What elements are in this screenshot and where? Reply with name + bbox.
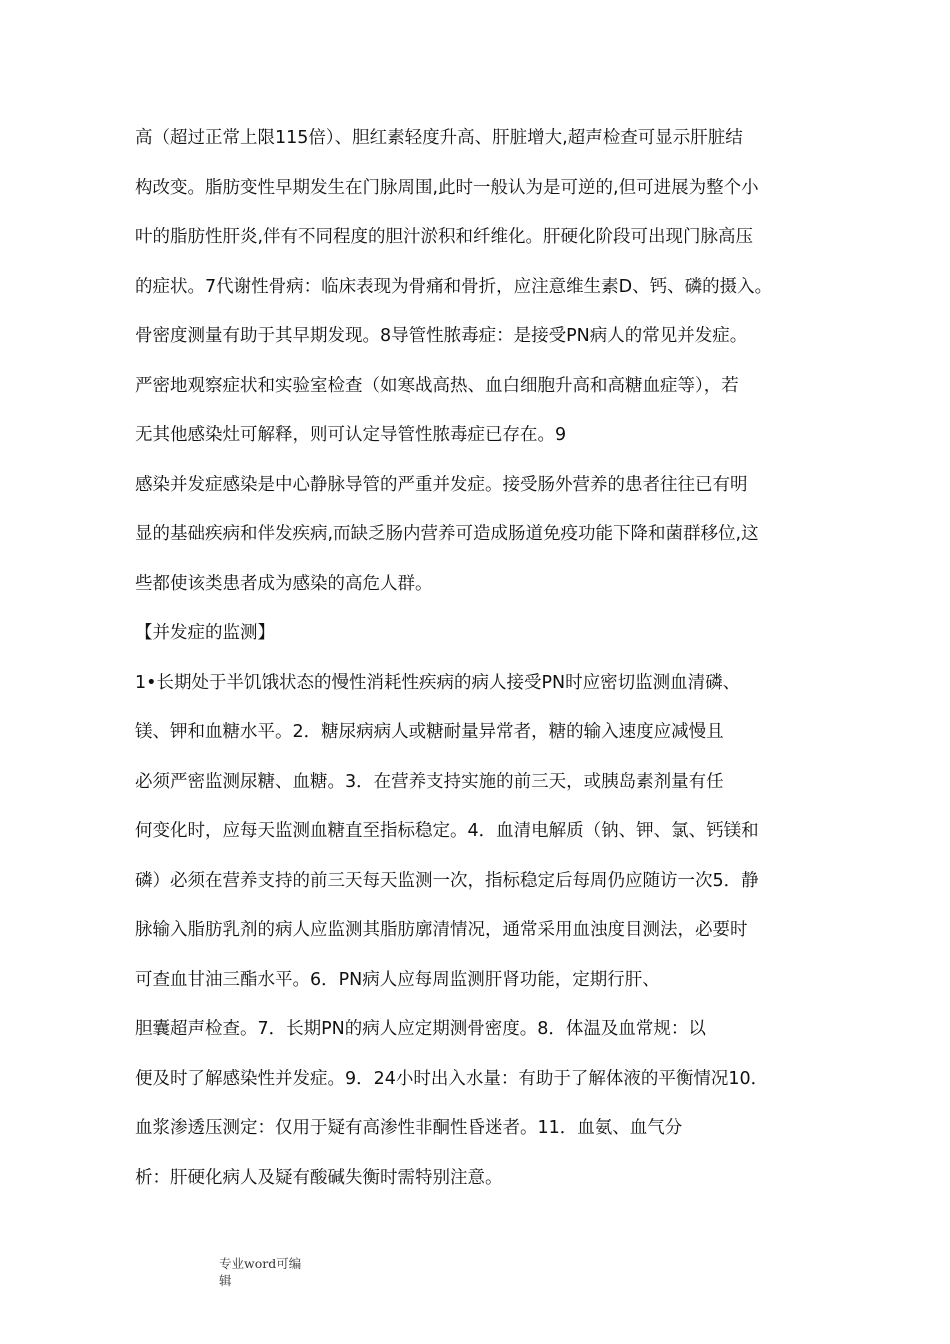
text-line-2: 构改变。脂肪变性早期发生在门脉周围,此时一般认为是可逆的,但可进展为整个小 <box>135 177 759 198</box>
text-line-21: 血浆渗透压测定：仅用于疑有高渗性非酮性昏迷者。11．血氨、血气分 <box>135 1118 683 1138</box>
text-line-10: 些都使该类患者成为感染的高危人群。 <box>135 573 433 594</box>
text-line-5: 骨密度测量有助于其早期发现。8导管性脓毒症：是接受PN病人的常见并发症。 <box>135 326 748 346</box>
footer-line-1: 专业word可编 <box>219 1256 302 1271</box>
text-line-16: 磷）必须在营养支持的前三天每天监测一次，指标稳定后每周仍应随访一次5．静 <box>135 870 759 891</box>
text-line-4: 的症状。7代谢性骨病：临床表现为骨痛和骨折，应注意维生素D、钙、磷的摄入。 <box>135 276 773 297</box>
text-line-20: 便及时了解感染性并发症。9．24小时出入水量：有助于了解体液的平衡情况10． <box>135 1068 769 1089</box>
text-line-13: 镁、钾和血糖水平。2．糖尿病病人或糖耐量异常者，糖的输入速度应减慢且 <box>135 722 724 742</box>
text-line-22: 析：肝硬化病人及疑有酸碱失衡时需特别注意。 <box>135 1167 503 1188</box>
text-line-3: 叶的脂肪性肝炎,伴有不同程度的胆汁淤积和纤维化。肝硬化阶段可出现门脉高压 <box>135 227 754 247</box>
footer-note <box>219 1255 301 1289</box>
text-line-8: 感染并发症感染是中心静脉导管的严重并发症。接受肠外营养的患者往往已有明 <box>135 474 748 495</box>
text-line-1: 高（超过正常上限115倍）、胆红素轻度升高、肝脏增大,超声检查可显示肝脏结 <box>135 128 743 148</box>
text-line-6: 严密地观察症状和实验室检查（如寒战高热、血白细胞升高和高糖血症等），若 <box>135 375 739 396</box>
section-heading: 【并发症的监测】 <box>135 623 275 643</box>
text-line-14: 必须严密监测尿糖、血糖。3．在营养支持实施的前三天，或胰岛素剂量有任 <box>135 771 724 792</box>
footer-line-2: 辑 <box>219 1273 232 1288</box>
text-line-17: 脉输入脂肪乳剂的病人应监测其脂肪廓清情况，通常采用血浊度目测法，必要时 <box>135 920 748 940</box>
text-line-9: 显的基础疾病和伴发疾病,而缺乏肠内营养可造成肠道免疫功能下降和菌群移位,这 <box>135 524 759 544</box>
text-line-7: 无其他感染灶可解释，则可认定导管性脓毒症已存在。9 <box>135 425 567 445</box>
text-line-18: 可查血甘油三酯水平。6．PN病人应每周监测肝肾功能，定期行肝、 <box>135 969 660 990</box>
text-line-12: 1•长期处于半饥饿状态的慢性消耗性疾病的病人接受PN时应密切监测血清磷、 <box>135 672 741 693</box>
text-line-19: 胆囊超声检查。7．长期PN的病人应定期测骨密度。8．体温及血常规：以 <box>135 1019 706 1039</box>
text-line-15: 何变化时，应每天监测血糖直至指标稳定。4．血清电解质（钠、钾、氯、钙镁和 <box>135 821 759 841</box>
body-text <box>135 118 855 1207</box>
